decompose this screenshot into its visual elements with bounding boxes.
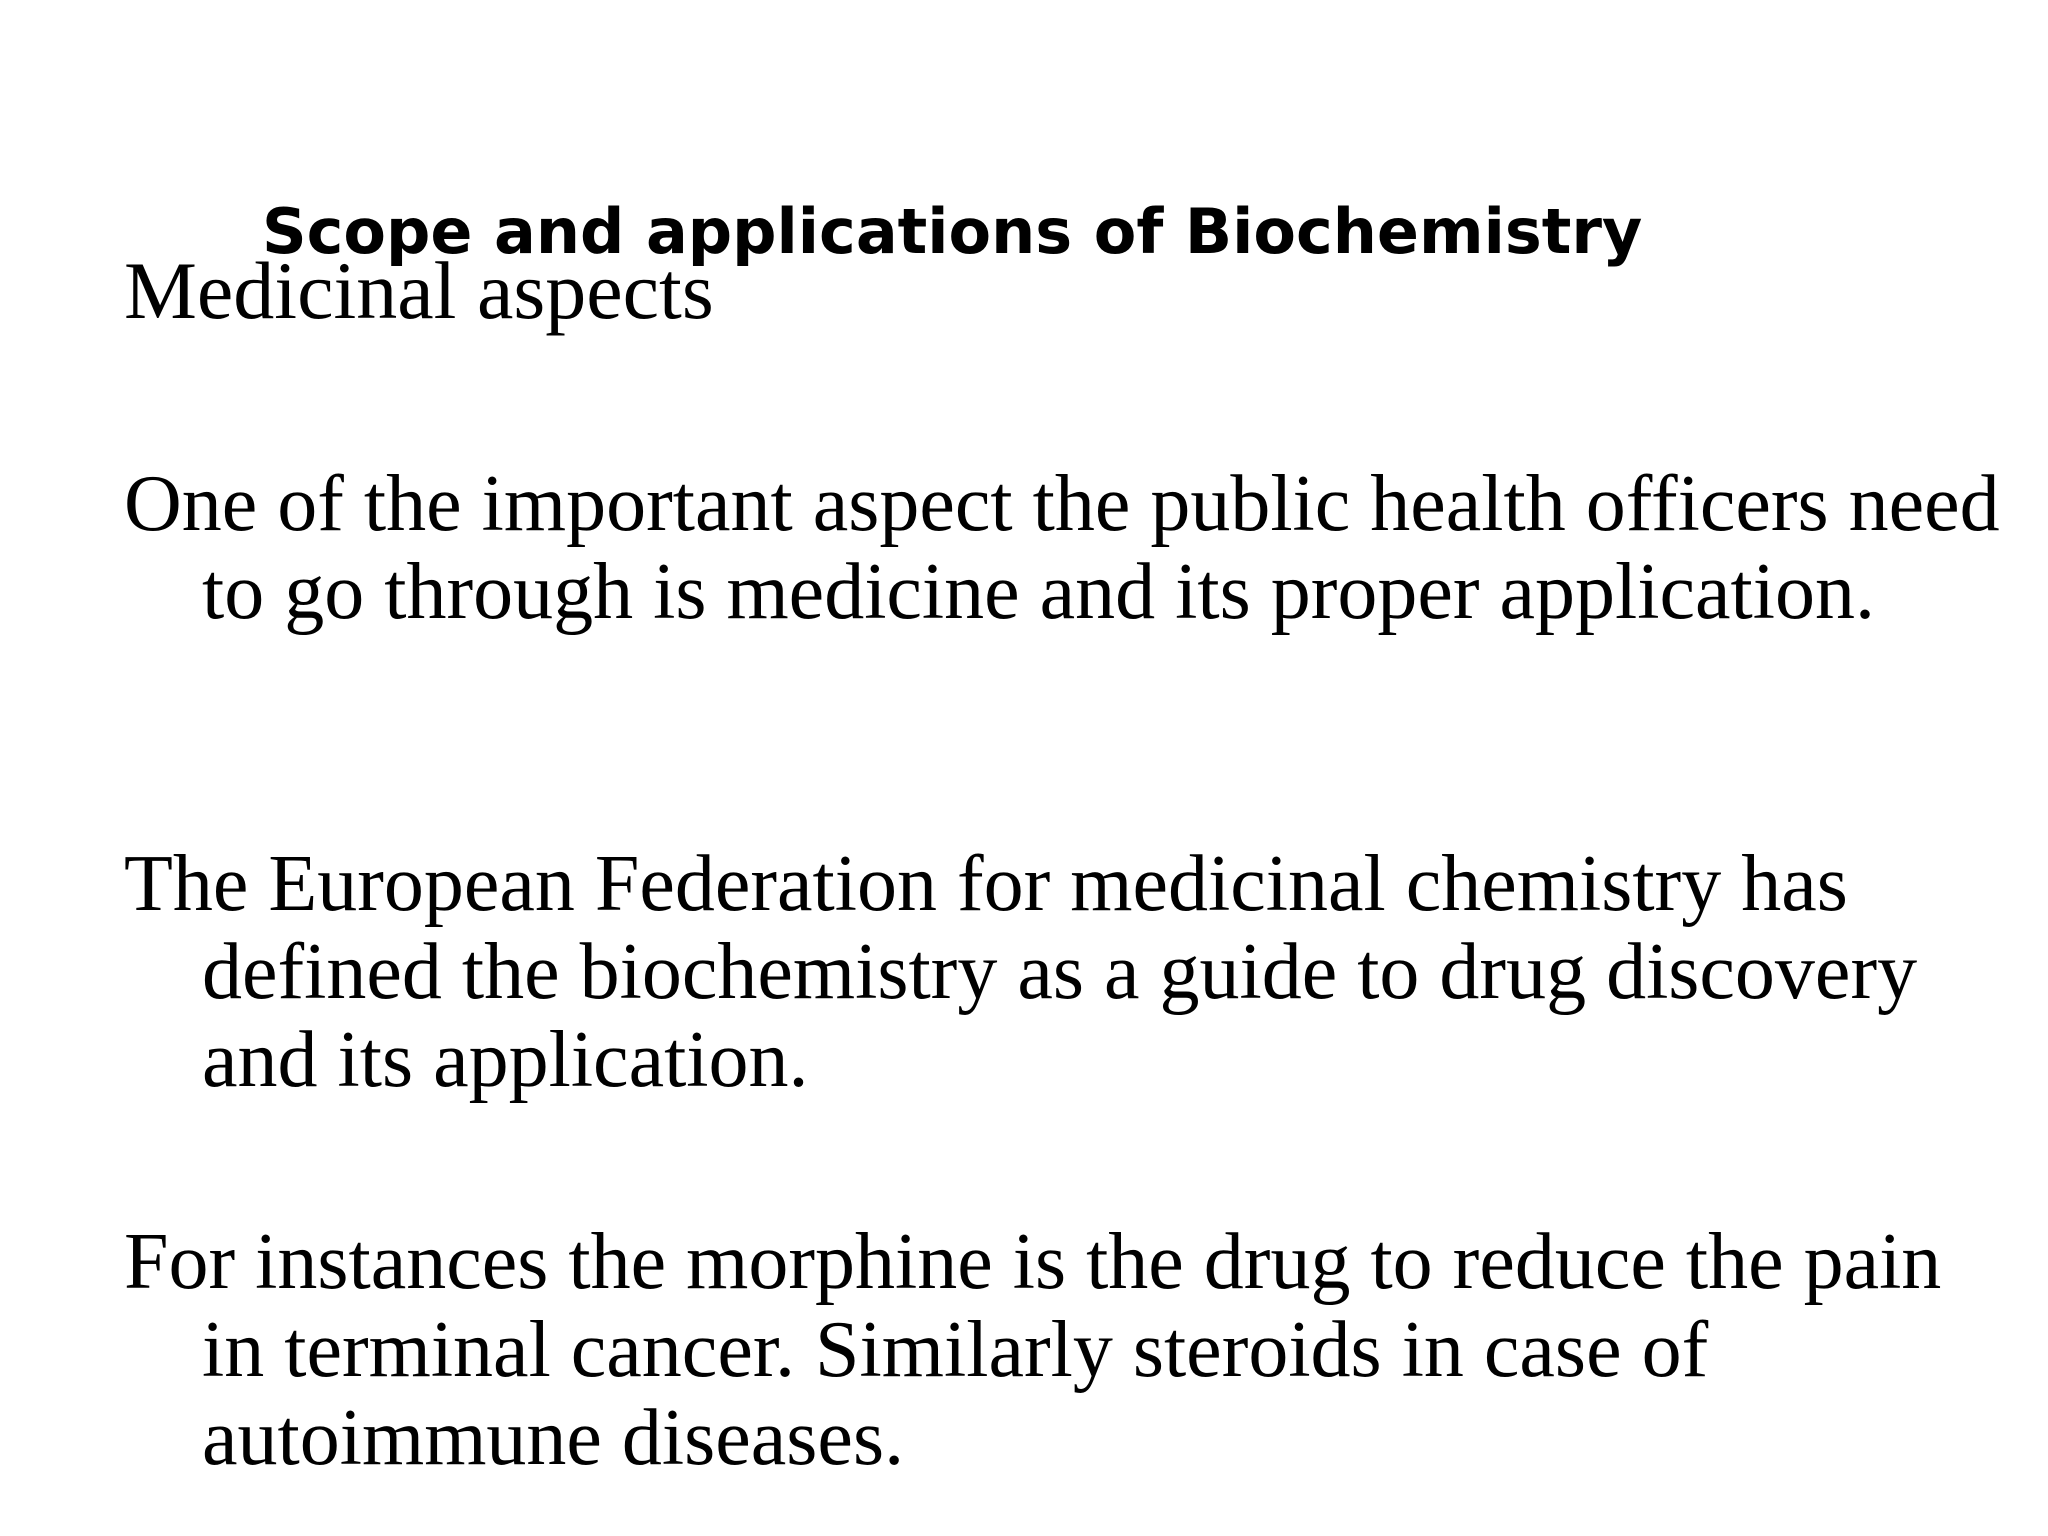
section-subheading: Medicinal aspects (124, 245, 714, 336)
paragraph-morphine-example: For instances the morphine is the drug to reduce the pain in terminal cancer. Similarly steroids in case of autoimmune diseases. (124, 1218, 1942, 1482)
slide-title: Scope and applications of Biochemistry (262, 195, 1643, 268)
paragraph-public-health: One of the important aspect the public health officers need to go through is medicine and its proper application. (124, 460, 2000, 636)
paragraph-european-federation: The European Federation for medicinal chemistry has defined the biochemistry as a guide to drug discovery and its application. (124, 840, 1918, 1104)
